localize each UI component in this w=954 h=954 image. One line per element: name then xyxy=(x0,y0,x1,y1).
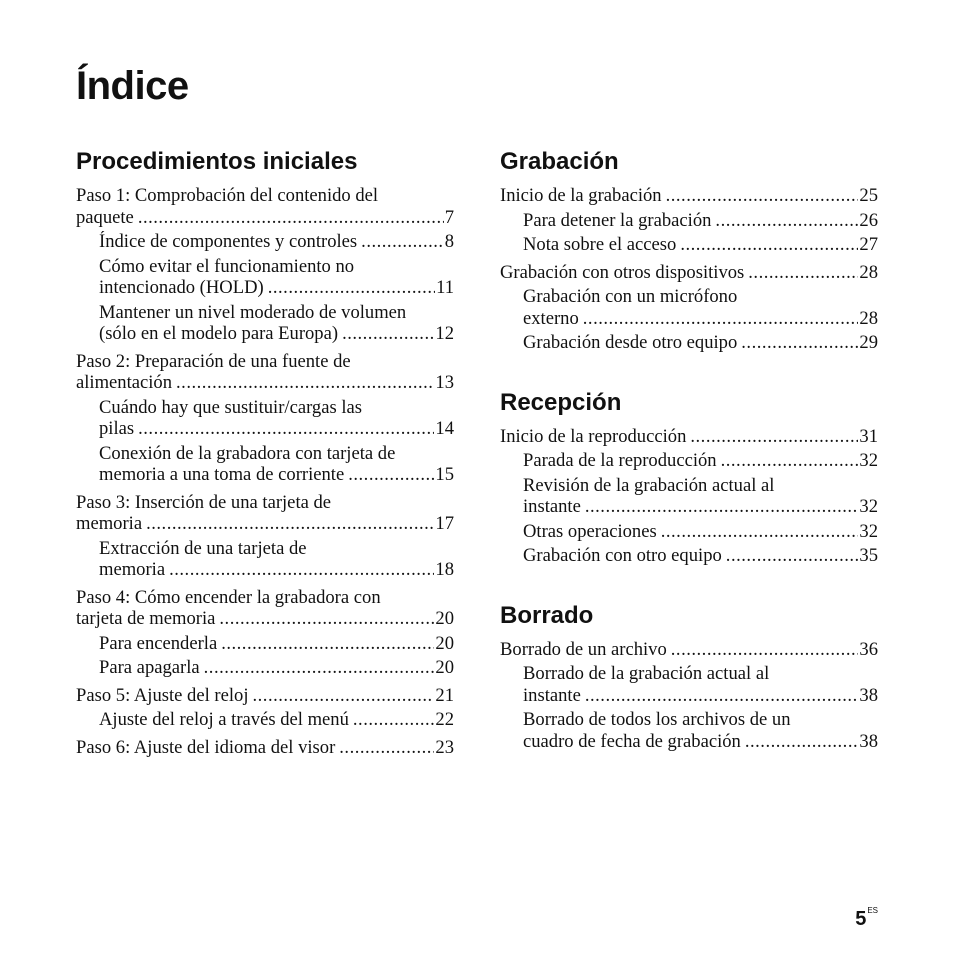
page-title: Índice xyxy=(76,64,189,108)
toc-entry-text: Para apagarla xyxy=(99,657,200,678)
toc-page-number: 7 xyxy=(444,206,454,228)
toc-page-number: 20 xyxy=(435,608,454,629)
toc-entry-text: Grabación con otros dispositivos xyxy=(500,261,745,283)
toc-entry[interactable] xyxy=(76,443,454,486)
toc-page-number: 27 xyxy=(859,234,878,255)
toc-page-number: 14 xyxy=(435,418,454,439)
section-heading: Procedimientos iniciales xyxy=(76,148,358,175)
toc-entry[interactable] xyxy=(500,475,878,518)
toc-entry-text: Grabación con un micrófono xyxy=(523,286,738,307)
toc-entry[interactable] xyxy=(76,685,454,707)
toc-entry-text: externo xyxy=(523,307,579,329)
toc-column-left xyxy=(76,148,454,758)
toc-entry-text: alimentación xyxy=(76,372,173,393)
toc-page-number: 25 xyxy=(859,185,878,206)
dot-leader xyxy=(204,657,435,679)
toc-entry-text: Paso 5: Ajuste del reloj xyxy=(76,684,249,706)
toc-entry-text: intencionado (HOLD) xyxy=(99,277,264,298)
dot-leader xyxy=(138,418,434,440)
toc-entry-text: memoria a una toma de corriente xyxy=(99,464,345,485)
toc-page-number: 17 xyxy=(435,513,454,534)
dot-leader xyxy=(671,639,859,661)
dot-leader xyxy=(169,559,434,581)
toc-entry-text: Borrado de un archivo xyxy=(500,638,667,660)
dot-leader xyxy=(680,234,858,256)
toc-entry[interactable] xyxy=(76,709,454,731)
toc-entry[interactable] xyxy=(500,185,878,207)
toc-entry-text: Borrado de todos los archivos de un xyxy=(523,709,791,730)
section-heading: Grabación xyxy=(500,148,619,175)
dot-leader xyxy=(361,231,444,253)
toc-entry[interactable] xyxy=(500,709,878,752)
dot-leader xyxy=(219,608,434,630)
toc-entry-text: Mantener un nivel moderado de volumen xyxy=(99,301,407,323)
toc-entry-text: memoria xyxy=(99,559,166,580)
toc-section xyxy=(76,148,454,758)
toc-entry-text: Grabación desde otro equipo xyxy=(523,332,738,353)
toc-entry[interactable] xyxy=(500,286,878,329)
toc-page-number: 12 xyxy=(435,323,454,344)
dot-leader xyxy=(741,332,858,354)
toc-section xyxy=(500,148,878,354)
toc-page-number: 26 xyxy=(859,209,878,231)
toc-page-number: 13 xyxy=(435,372,454,393)
dot-leader xyxy=(339,737,434,759)
toc-entry[interactable] xyxy=(500,332,878,354)
toc-entry[interactable] xyxy=(500,262,878,284)
toc-entry-text: Paso 6: Ajuste del idioma del visor xyxy=(76,736,336,758)
toc-entry-text: memoria xyxy=(76,513,143,534)
dot-leader xyxy=(745,731,859,753)
toc-entry-text: instante xyxy=(523,496,581,517)
toc-entry-text: (sólo en el modelo para Europa) xyxy=(99,323,339,344)
toc-entry-text: paquete xyxy=(76,206,134,228)
toc-page-number: 31 xyxy=(859,425,878,447)
dot-leader xyxy=(353,709,435,731)
toc-entry-text: Paso 1: Comprobación del contenido del xyxy=(76,185,379,206)
toc-entry[interactable] xyxy=(76,256,454,299)
toc-entry-text: Revisión de la grabación actual al xyxy=(523,474,775,496)
toc-entry[interactable] xyxy=(76,302,454,345)
dot-leader xyxy=(268,277,435,299)
toc-entry[interactable] xyxy=(76,657,454,679)
toc-entry[interactable] xyxy=(500,234,878,256)
dot-leader xyxy=(721,450,859,472)
toc-page-number: 20 xyxy=(435,657,454,678)
toc-entry[interactable] xyxy=(500,663,878,706)
toc-entry-text: Cuándo hay que sustituir/cargas las xyxy=(99,396,363,418)
toc-entry[interactable] xyxy=(500,210,878,232)
dot-leader xyxy=(661,521,859,543)
dot-leader xyxy=(138,207,444,229)
toc-section xyxy=(500,389,878,567)
toc-entry-text: Extracción de una tarjeta de xyxy=(99,537,307,559)
toc-page-number: 28 xyxy=(859,261,878,283)
dot-leader xyxy=(348,464,434,486)
toc-entry-text: Otras operaciones xyxy=(523,520,657,542)
toc-entry-text: Para encenderla xyxy=(99,632,218,654)
toc-entry-text: Paso 4: Cómo encender la grabadora con xyxy=(76,586,381,608)
toc-entry[interactable] xyxy=(76,492,454,535)
toc-entry[interactable] xyxy=(500,545,878,567)
toc-page-number: 15 xyxy=(435,464,454,485)
dot-leader xyxy=(585,685,859,707)
toc-page-number: 21 xyxy=(435,684,454,706)
toc-entry-text: Inicio de la grabación xyxy=(500,185,662,206)
toc-entry-text: cuadro de fecha de grabación xyxy=(523,730,741,752)
toc-entry[interactable] xyxy=(500,426,878,448)
toc-entry[interactable] xyxy=(76,633,454,655)
toc-entry-text: Borrado de la grabación actual al xyxy=(523,663,770,684)
toc-entry[interactable] xyxy=(76,737,454,759)
dot-leader xyxy=(666,185,859,207)
toc-entry[interactable] xyxy=(500,521,878,543)
dot-leader xyxy=(585,496,859,518)
toc-page-number: 36 xyxy=(859,638,878,660)
toc-page-number: 35 xyxy=(859,545,878,566)
toc-page-number: 32 xyxy=(859,520,878,542)
toc-entry-text: Inicio de la reproducción xyxy=(500,425,687,447)
toc-column-right xyxy=(500,148,878,752)
toc-entry[interactable] xyxy=(500,450,878,472)
toc-entry[interactable] xyxy=(500,639,878,661)
page-number xyxy=(855,906,878,931)
toc-page-number: 11 xyxy=(436,277,454,298)
dot-leader xyxy=(583,308,859,330)
toc-entry-text: Índice de componentes y controles xyxy=(99,231,358,252)
toc-entry-text: Conexión de la grabadora con tarjeta de xyxy=(99,442,396,464)
toc-entry-text: Ajuste del reloj a través del menú xyxy=(99,709,349,730)
toc-entry-text: Paso 3: Inserción de una tarjeta de xyxy=(76,491,332,513)
toc-page-number: 38 xyxy=(859,684,878,706)
toc-page-number: 32 xyxy=(859,450,878,471)
toc-entry[interactable] xyxy=(76,231,454,253)
section-heading: Recepción xyxy=(500,388,622,416)
toc-entry-text: Para detener la grabación xyxy=(523,209,712,231)
toc-entry[interactable] xyxy=(76,351,454,394)
toc-entry-text: Parada de la reproducción xyxy=(523,450,717,471)
dot-leader xyxy=(748,262,858,284)
dot-leader xyxy=(253,685,435,707)
toc-page-number: 38 xyxy=(859,730,878,752)
toc-entry-text: Paso 2: Preparación de una fuente de xyxy=(76,350,351,372)
dot-leader xyxy=(146,513,434,535)
toc-entry-text: Nota sobre el acceso xyxy=(523,234,677,255)
toc-entry-text: Grabación con otro equipo xyxy=(523,545,722,566)
dot-leader xyxy=(342,323,434,345)
dot-leader xyxy=(715,210,858,232)
toc-page-number: 22 xyxy=(435,709,454,730)
toc-page-number: 23 xyxy=(435,736,454,758)
toc-entry[interactable] xyxy=(76,538,454,581)
toc-page-number: 20 xyxy=(435,632,454,654)
toc-entry[interactable] xyxy=(76,397,454,440)
dot-leader xyxy=(690,426,858,448)
toc-section xyxy=(500,602,878,753)
language-code: ES xyxy=(867,906,878,915)
dot-leader xyxy=(726,545,859,567)
dot-leader xyxy=(176,372,434,394)
toc-entry[interactable] xyxy=(76,587,454,630)
toc-entry-text: pilas xyxy=(99,418,135,439)
toc-entry[interactable] xyxy=(76,185,454,228)
page-number-value: 5 xyxy=(855,908,867,930)
dot-leader xyxy=(221,633,434,655)
toc-page-number: 18 xyxy=(435,559,454,580)
section-heading: Borrado xyxy=(500,601,594,629)
toc-page-number: 8 xyxy=(444,231,454,252)
toc-page-number: 29 xyxy=(859,332,878,353)
toc-entry-text: instante xyxy=(523,684,581,706)
toc-page-number: 32 xyxy=(859,496,878,517)
toc-page-number: 28 xyxy=(859,307,878,329)
toc-entry-text: tarjeta de memoria xyxy=(76,608,216,629)
toc-entry-text: Cómo evitar el funcionamiento no xyxy=(99,255,355,277)
